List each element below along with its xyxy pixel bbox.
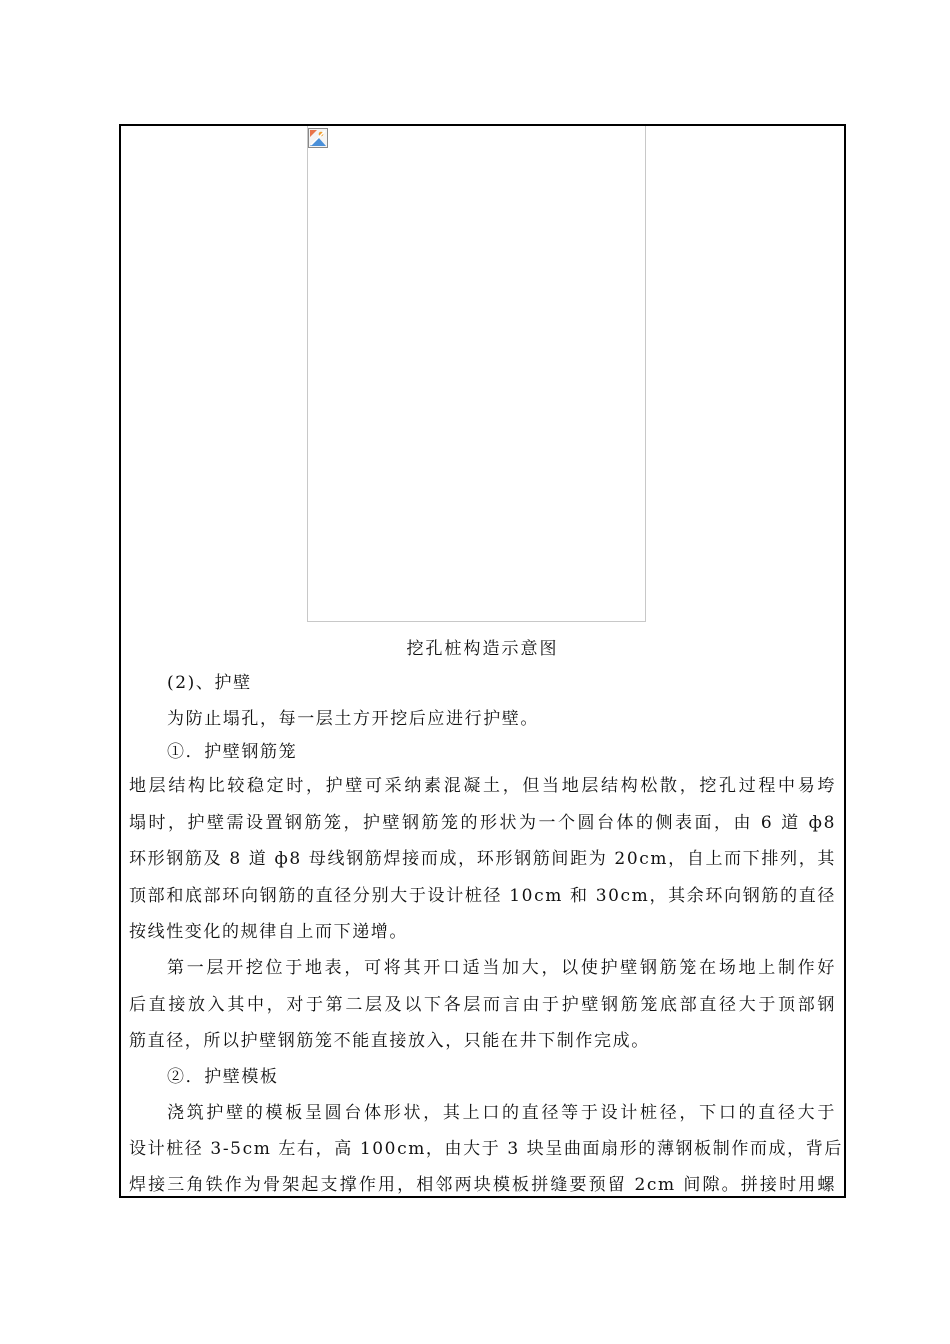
subsection-heading-formwork: ②．护壁模板 (167, 1067, 279, 1087)
subsection-heading-rebar-cage: ①．护壁钢筋笼 (167, 742, 298, 762)
paragraph-line: 设计桩径 3-5cm 左右，高 100cm，由大于 3 块呈曲面扇形的薄钢板制作而成，背后 (129, 1139, 843, 1159)
section-intro: 为防止塌孔，每一层土方开挖后应进行护壁。 (167, 709, 539, 729)
paragraph-line: 筋直径，所以护壁钢筋笼不能直接放入，只能在井下制作完成。 (129, 1031, 650, 1051)
figure-caption: 挖孔桩构造示意图 (406, 639, 559, 659)
figure-placeholder (307, 126, 646, 622)
broken-image-icon (308, 128, 328, 148)
paragraph-line: 顶部和底部环向钢筋的直径分别大于设计桩径 10cm 和 30cm，其余环向钢筋的直径 (129, 886, 836, 906)
paragraph-line: 浇筑护壁的模板呈圆台体形状，其上口的直径等于设计桩径，下口的直径大于 (167, 1103, 836, 1123)
paragraph-line: 环形钢筋及 8 道 ф8 母线钢筋焊接而成，环形钢筋间距为 20cm，自上而下排列，其 (129, 849, 836, 869)
document-frame (119, 124, 846, 1198)
paragraph-line: 按线性变化的规律自上而下递增。 (129, 922, 408, 942)
paragraph-line: 后直接放入其中，对于第二层及以下各层而言由于护壁钢筋笼底部直径大于顶部钢 (129, 995, 836, 1015)
paragraph-line: 地层结构比较稳定时，护壁可采纳素混凝土，但当地层结构松散，挖孔过程中易垮 (129, 776, 836, 796)
section-heading: (2)、护壁 (167, 673, 252, 693)
paragraph-line: 焊接三角铁作为骨架起支撑作用，相邻两块模板拼缝要预留 2cm 间隙。拼接时用螺 (129, 1175, 836, 1195)
paragraph-line: 塌时，护壁需设置钢筋笼，护壁钢筋笼的形状为一个圆台体的侧表面，由 6 道 ф8 (129, 813, 836, 833)
paragraph-line: 第一层开挖位于地表，可将其开口适当加大，以使护壁钢筋笼在场地上制作好 (167, 958, 836, 978)
